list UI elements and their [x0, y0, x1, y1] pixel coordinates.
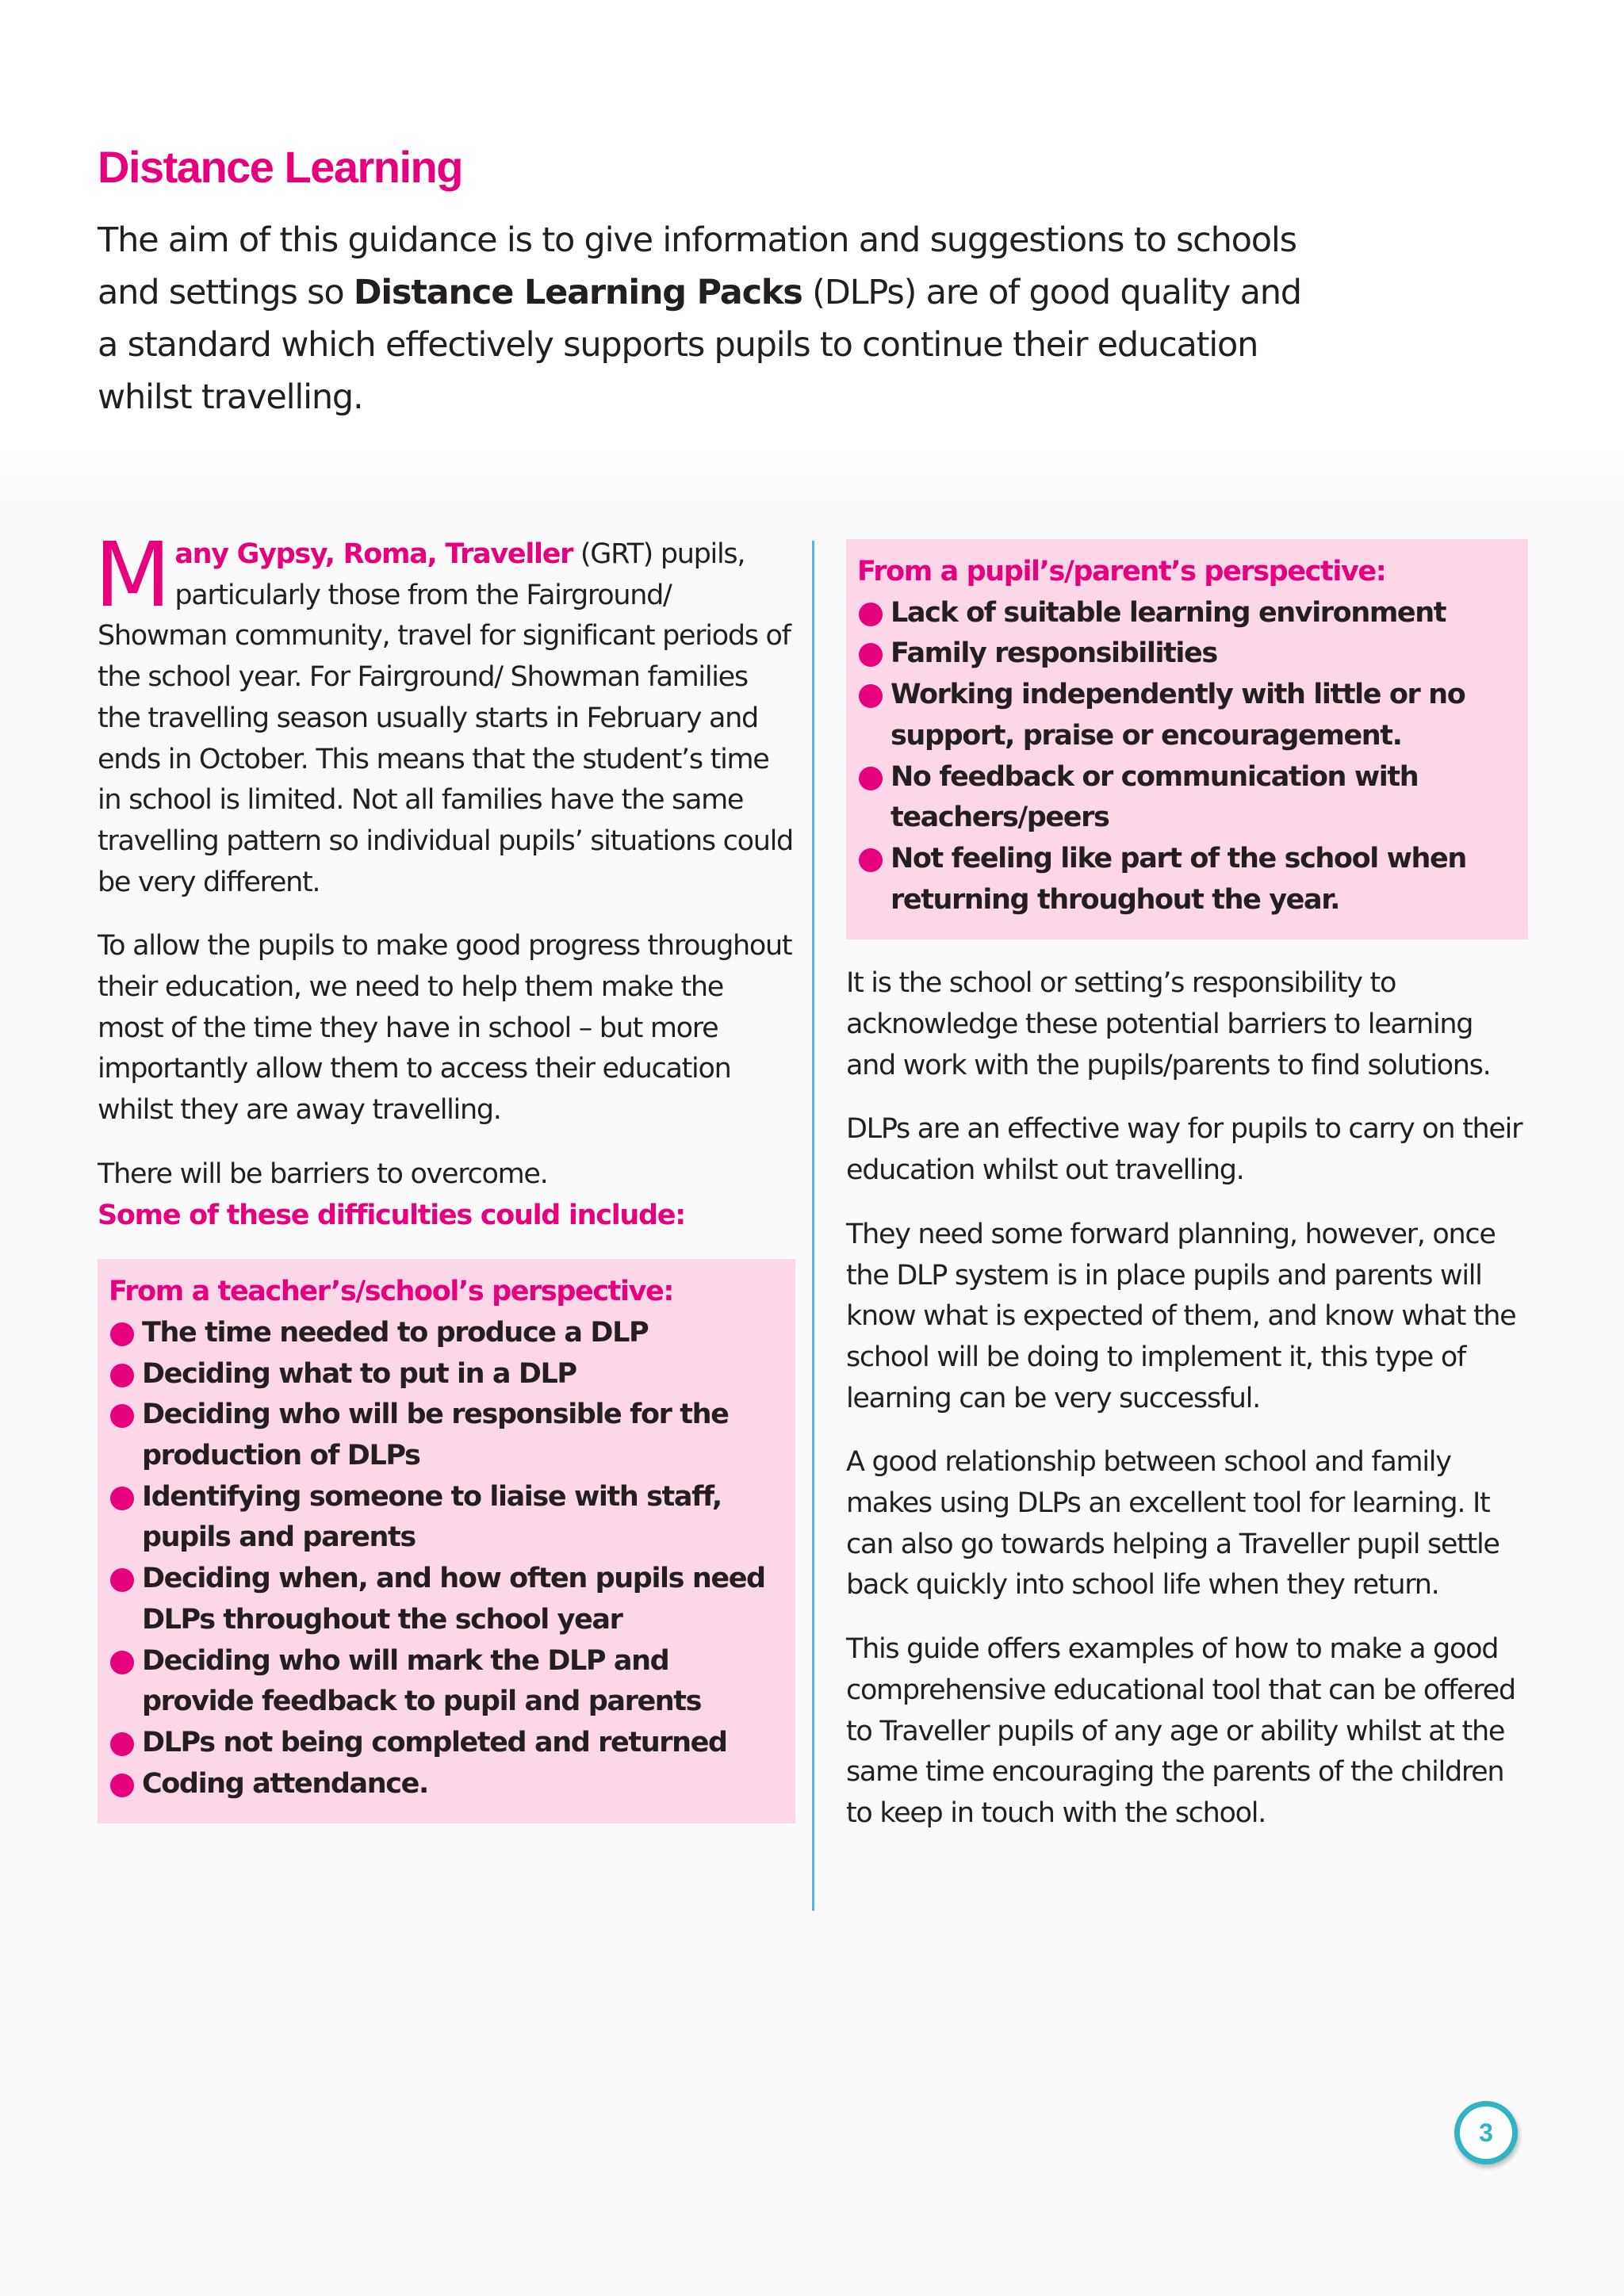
intro-text-end: (DLPs) are of good quality and a standard which effectively supports pupils to continue their education whilst travelling. — [98, 273, 1301, 417]
list-item — [109, 1764, 784, 1805]
list-item-text: Working independently with little or no support, praise or encouragement. — [891, 679, 1465, 752]
list-item-text: Deciding who will be responsible for the production of DLPs — [142, 1399, 729, 1472]
list-item — [857, 633, 1517, 675]
bullet-dot-icon — [110, 1404, 134, 1428]
planning-paragraph: They need some forward planning, however, once the DLP system is in place pupils and parents will know what is expected of them, and know what the school will be doing to implement it, this type of learning can be very successful. — [846, 1218, 1516, 1414]
list-item — [857, 839, 1517, 920]
list-item-text: Identifying someone to liaise with staff, pupils and parents — [142, 1480, 722, 1554]
list-item-text: No feedback or communication with teachers/peers — [891, 760, 1419, 834]
list-item-text: Deciding what to put in a DLP — [142, 1357, 576, 1390]
opening-highlight: any Gypsy, Roma, Traveller — [174, 538, 573, 570]
guide-paragraph: This guide offers examples of how to make a good comprehensive educational tool that can be offered to Traveller pupils of any age or ability whilst at the same time encouraging the parents of the children to keep in touch with the school. — [846, 1633, 1515, 1829]
barriers-text: There will be barriers to overcome. — [98, 1158, 548, 1190]
bullet-dot-icon — [110, 1322, 134, 1346]
bullet-dot-icon — [110, 1487, 134, 1510]
bullet-dot-icon — [859, 603, 883, 626]
effective-way-paragraph: DLPs are an effective way for pupils to carry on their education whilst out travelling. — [846, 1113, 1522, 1187]
list-item-text: Deciding who will mark the DLP and provide feedback to pupil and parents — [142, 1644, 702, 1718]
list-item — [857, 593, 1517, 634]
responsibility-paragraph: It is the school or setting’s responsibility to acknowledge these potential barriers to learning and work with the pupils/parents to find solutions. — [846, 967, 1491, 1081]
list-item — [109, 1354, 784, 1395]
teacher-perspective-title: From a teacher’s/school’s perspective: — [109, 1276, 673, 1308]
intro-text-start: The aim of this guidance is to give information and suggestions to schools and settings so — [98, 220, 1297, 312]
pupil-perspective-box — [846, 539, 1528, 939]
column-divider — [812, 541, 814, 1911]
list-item-text: Lack of suitable learning environment — [891, 596, 1446, 629]
bullet-dot-icon — [859, 684, 883, 708]
list-item — [857, 757, 1517, 839]
bullet-dot-icon — [110, 1651, 134, 1674]
list-item-text: Not feeling like part of the school when returning throughout the year. — [891, 842, 1466, 916]
pupil-perspective-list — [857, 593, 1517, 921]
bullet-dot-icon — [859, 848, 883, 872]
list-item — [109, 1559, 784, 1640]
list-item — [857, 675, 1517, 756]
list-item — [109, 1395, 784, 1476]
list-item — [109, 1641, 784, 1723]
teacher-perspective-list — [109, 1313, 784, 1804]
bullet-dot-icon — [110, 1732, 134, 1756]
relationship-paragraph: A good relationship between school and family makes using DLPs an excellent tool for learning. It can also go towards helping a Traveller pupil settle back quickly into school life when they return. — [846, 1446, 1500, 1601]
difficulties-heading: Some of these difficulties could include: — [98, 1199, 685, 1231]
intro-paragraph — [98, 214, 1303, 423]
drop-cap: M — [94, 524, 170, 627]
page-number-badge — [1454, 2101, 1518, 2164]
pupil-perspective-title: From a pupil’s/parent’s perspective: — [857, 556, 1386, 587]
list-item — [109, 1313, 784, 1354]
intro-bold-term: Distance Learning Packs — [353, 273, 802, 312]
teacher-perspective-box — [98, 1259, 795, 1823]
bullet-dot-icon — [110, 1774, 134, 1797]
right-column — [846, 539, 1528, 1858]
bullet-dot-icon — [110, 1568, 134, 1592]
page-number: 3 — [1479, 2118, 1493, 2147]
list-item-text: Deciding when, and how often pupils need DLPs throughout the school year — [142, 1563, 765, 1636]
list-item — [109, 1477, 784, 1559]
list-item-text: DLPs not being completed and returned — [142, 1726, 727, 1758]
bullet-dot-icon — [110, 1364, 134, 1387]
page-title: Distance Learning — [98, 142, 462, 192]
list-item — [109, 1723, 784, 1764]
progress-paragraph: To allow the pupils to make good progress throughout their education, we need to help them make the most of the time they have in school – but more importantly allow them to access their education whilst they are away travelling. — [98, 930, 792, 1127]
list-item-text: Coding attendance. — [142, 1767, 428, 1800]
list-item-text: The time needed to produce a DLP — [142, 1316, 649, 1349]
left-column — [94, 524, 795, 1823]
list-item-text: Family responsibilities — [891, 637, 1217, 670]
bullet-dot-icon — [859, 767, 883, 790]
opening-paragraph — [94, 524, 795, 903]
opening-text: (GRT) pupils, particularly those from the Fairground/ Showman community, travel for significant periods of the school year. For Fairground/ Showman families the travelling season usually starts in February and ends in October. This means that the student’s time in school is limited. Not all families have the same travelling pattern so individual pupils’ situations could be very different. — [98, 538, 793, 898]
bullet-dot-icon — [859, 643, 883, 667]
barriers-paragraph — [98, 1154, 795, 1236]
